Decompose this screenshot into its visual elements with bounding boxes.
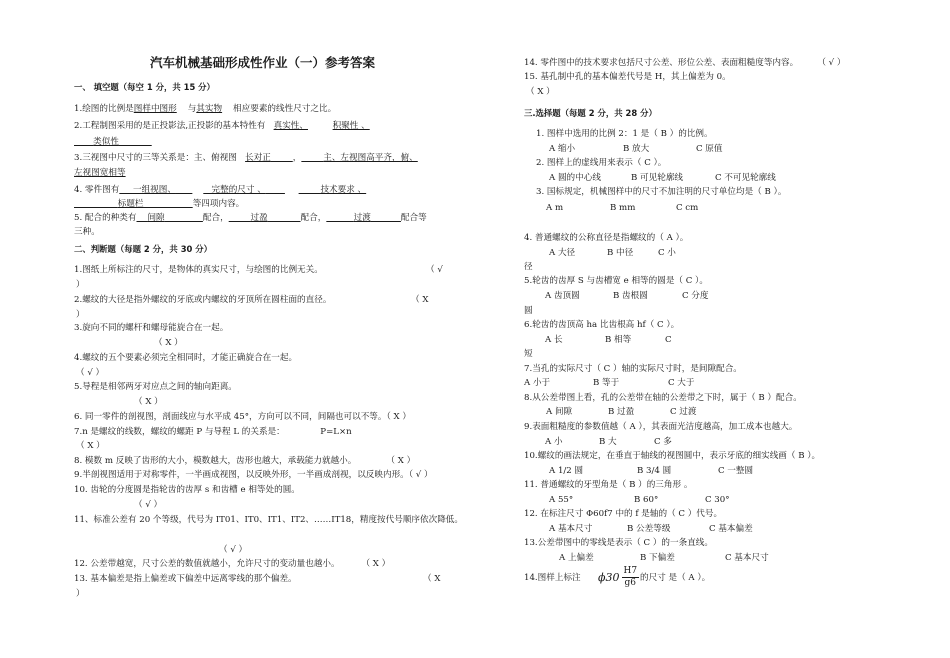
judge-q11: 11、标准公差有 20 个等级，代号为 IT01、IT0、IT1、IT2、……IT18，精度按代号顺序依次降低。 <box>74 515 463 525</box>
choice-q5-wrap: 圆 <box>524 306 533 316</box>
choice-q5: 5.轮齿的齿厚 S 与齿槽宽 e 相等的圆是（ C ）。 <box>524 276 708 286</box>
judge-q2-answer: （ X <box>411 295 429 305</box>
choice-q3: 3. 国标规定，机械图样中的尺寸不加注明的尺寸单位均是（ B ）。 <box>536 187 787 197</box>
choice-q4-opt-b: B 中径 <box>607 248 634 258</box>
choice-q6-opt-c: C <box>665 335 672 345</box>
choice-q12-opt-a: A 基本尺寸 <box>549 524 593 534</box>
choice-q3-opt-c: C cm <box>676 203 699 213</box>
choice-q8-opt-c: C 过渡 <box>670 407 697 417</box>
fill-q5-cont: 三种。 <box>74 227 100 237</box>
judge-q10: 10. 齿轮的分度圆是指轮齿的齿厚 s 和齿槽 e 相等处的圆。 <box>74 485 300 495</box>
fill-q4: 4. 零件图有 一组视图、 完整的尺寸 、 技术要求 、 <box>74 185 367 195</box>
choice-q10-opt-a: A 1/2 圆 <box>549 466 584 476</box>
fill-q2: 2.工程制图采用的是正投影法,正投影的基本特性有 真实性、 积聚性 、 <box>74 121 370 131</box>
choice-q1-opt-c: C 原值 <box>696 144 723 154</box>
judge-q5-answer: （ X ） <box>134 397 163 407</box>
choice-q4-wrap: 径 <box>524 262 533 272</box>
tolerance-fit-notation: ϕ30 $\frac{H7}{g6}$ <box>598 566 638 588</box>
fill-q3: 3.三视图中尺寸的三等关系是：主、俯视图 长对正 ， 主、左视图高平齐，俯、 <box>74 153 418 163</box>
choice-q7-opt-a: A 小于 <box>524 378 551 388</box>
choice-q3-opt-a: A m <box>546 203 564 213</box>
choice-q5-opt-b: B 齿根圆 <box>613 291 648 301</box>
choice-q9-opt-a: A 小 <box>545 437 563 447</box>
fill-q3-cont: 左视图宽相等 <box>74 168 126 178</box>
choice-q7-opt-c: C 大于 <box>668 378 695 388</box>
judge-q8: 8. 模数 m 反映了齿形的大小，模数越大，齿形也越大，承载能力就越小。 （ X ） <box>74 456 416 466</box>
choice-q9-opt-b: B 大 <box>599 437 617 447</box>
judge-q3-answer: （ X ） <box>154 338 183 348</box>
judge-q9: 9.半剖视图适用于对称零件，一半画成视图，以反映外形，一半画成剖视，以反映内形。（ √ ） <box>74 470 433 480</box>
page-title: 汽车机械基础形成性作业（一）参考答案 <box>150 55 376 70</box>
choice-q4: 4. 普通螺纹的公称直径是指螺纹的（ A ）。 <box>524 233 689 243</box>
choice-q14-prefix: 14.图样上标注 <box>524 573 581 583</box>
choice-q6-opt-b: B 相等 <box>605 335 632 345</box>
judge-q7: 7.n 是螺纹的线数，螺纹的螺距 P 与导程 L 的关系是： P=L×n <box>74 427 352 437</box>
choice-q5-opt-a: A 齿顶圆 <box>545 291 580 301</box>
choice-q6-opt-a: A 长 <box>545 335 563 345</box>
judge-q2-close: ） <box>76 310 85 320</box>
judge-q15-answer: （ X ） <box>526 87 555 97</box>
choice-q2-opt-b: B 可见轮廓线 <box>631 173 684 183</box>
judge-q12: 12. 公差带越宽，尺寸公差的数值就越小，允许尺寸的变动量也越小。 （ X ） <box>74 559 391 569</box>
choice-q13-opt-c: C 基本尺寸 <box>725 553 769 563</box>
fill-q1: 1.绘图的比例是图样中图形 与其实物 相应要素的线性尺寸之比。 <box>74 104 337 114</box>
fill-q4-cont: 标题栏 等四项内容。 <box>117 199 245 209</box>
judge-q11-answer: （ √ ） <box>219 545 248 555</box>
choice-q2-opt-c: C 不可见轮廓线 <box>715 173 776 183</box>
choice-q2: 2. 图样上的虚线用来表示（ C ）。 <box>536 158 667 168</box>
choice-q2-opt-a: A 圆的中心线 <box>549 173 601 183</box>
section-header-judge: 二、判断题（每题 2 分，共 30 分） <box>74 244 213 254</box>
choice-q8: 8.从公差带图上看，孔的公差带在轴的公差带之下时，属于（ B ）配合。 <box>524 393 802 403</box>
choice-q10: 10.螺纹的画法规定，在垂直于轴线的视图圆中，表示牙底的细实线画（ B ）。 <box>524 451 821 461</box>
choice-q4-opt-a: A 大径 <box>549 248 576 258</box>
choice-q12-opt-b: B 公差等级 <box>627 524 671 534</box>
choice-q10-opt-c: C 一整圆 <box>718 466 754 476</box>
choice-q5-opt-c: C 分度 <box>682 291 709 301</box>
choice-q11: 11. 普通螺纹的牙型角是（ B ）的三角形 。 <box>524 480 693 490</box>
choice-q9-opt-c: C 多 <box>654 437 672 447</box>
judge-q14: 14. 零件图中的技术要求包括尺寸公差、形位公差、表面粗糙度等内容。 （ √ ） <box>524 58 846 68</box>
judge-q13-close: ） <box>76 589 85 599</box>
judge-q4: 4.螺纹的五个要素必须完全相同时，才能正确旋合在一起。 <box>74 353 298 363</box>
judge-q1-close: ） <box>76 280 85 290</box>
judge-q1-answer: （ √ <box>426 265 443 275</box>
choice-q8-opt-a: A 间隙 <box>546 407 573 417</box>
choice-q8-opt-b: B 过盈 <box>608 407 635 417</box>
fill-q2-cont: 类似性 <box>93 137 119 147</box>
judge-q10-answer: （ √ ） <box>134 500 163 510</box>
choice-q1-opt-b: B 放大 <box>623 144 650 154</box>
choice-q7: 7.当孔的实际尺寸（ C ）轴的实际尺寸时，是间隙配合。 <box>524 364 742 374</box>
choice-q9: 9.表面粗糙度的参数值越（ A ），其表面光洁度越高，加工成本也越大。 <box>524 422 798 432</box>
choice-q13-opt-a: A 上偏差 <box>559 553 594 563</box>
choice-q4-opt-c: C 小 <box>658 248 676 258</box>
judge-q15: 15. 基孔制中孔的基本偏差代号是 H，其上偏差为 0。 <box>524 72 731 82</box>
section-header-choice: 三.选择题（每题 2 分，共 28 分） <box>524 108 657 118</box>
choice-q1: 1. 图样中选用的比例 2：1 是（ B ）的比例。 <box>536 129 713 139</box>
judge-q6: 6. 同一零件的剖视图，剖面线应与水平成 45°，方向可以不同，间隔也可以不等。（ X ） <box>74 412 411 422</box>
choice-q11-opt-c: C 30° <box>705 495 730 505</box>
choice-q12-opt-c: C 基本偏差 <box>709 524 753 534</box>
judge-q7-answer: （ X ） <box>76 441 105 451</box>
choice-q13: 13.公差带图中的零线是表示（ C ）的一条直线。 <box>524 538 713 548</box>
judge-q2: 2.螺纹的大径是指外螺纹的牙底或内螺纹的牙顶所在圆柱面的直径。 <box>74 295 332 305</box>
judge-q4-answer: （ √ ） <box>76 368 105 378</box>
choice-q10-opt-b: B 3/4 圆 <box>637 466 672 476</box>
judge-q13-answer: （ X <box>423 574 441 584</box>
judge-q5: 5.导程是相邻两牙对应点之间的轴向距离。 <box>74 382 237 392</box>
choice-q11-opt-a: A 55° <box>549 495 574 505</box>
choice-q12: 12. 在标注尺寸 Φ60f7 中的 f 是轴的（ C ）代号。 <box>524 509 723 519</box>
choice-q6: 6.轮齿的齿顶高 ha 比齿根高 hf（ C ）。 <box>524 320 680 330</box>
judge-q1: 1.图纸上所标注的尺寸，是物体的真实尺寸，与绘图的比例无关。 <box>74 265 323 275</box>
choice-q1-opt-a: A 缩小 <box>549 144 576 154</box>
choice-q13-opt-b: B 下偏差 <box>640 553 675 563</box>
judge-q13: 13. 基本偏差是指上偏差或下偏差中远离零线的那个偏差。 <box>74 574 297 584</box>
section-header-fill: 一、 填空题（每空 1 分，共 15 分） <box>74 82 215 92</box>
fill-q5: 5. 配合的种类有 间隙 配合， 过盈 配合， 过渡 配合等 <box>74 213 427 223</box>
choice-q3-opt-b: B mm <box>610 203 636 213</box>
choice-q11-opt-b: B 60° <box>634 495 659 505</box>
choice-q7-opt-b: B 等于 <box>593 378 620 388</box>
choice-q6-wrap: 短 <box>524 349 533 359</box>
choice-q14-suffix: 的尺寸 是（ A ）。 <box>640 573 711 583</box>
judge-q3: 3.旋向不同的螺杆和螺母能旋合在一起。 <box>74 323 229 333</box>
